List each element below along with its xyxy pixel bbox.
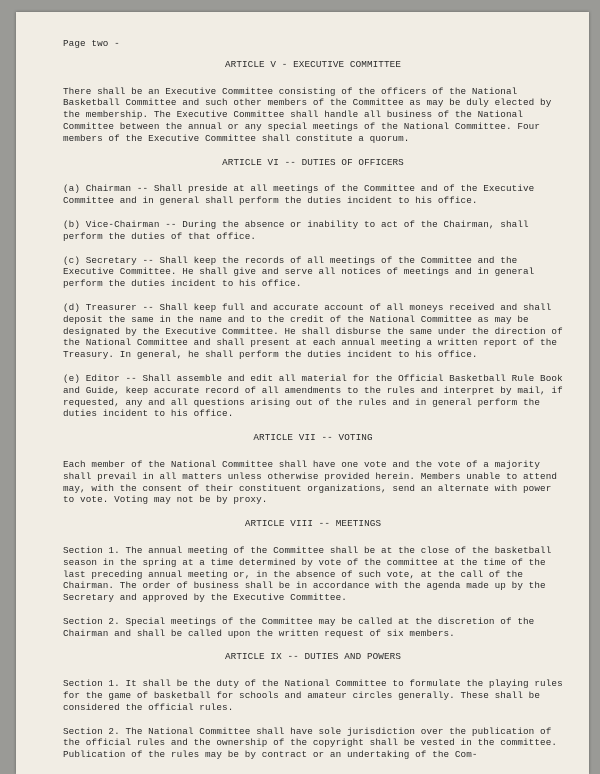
powers-section-2: Section 2. The National Committee shall have sole jurisdiction over the publication of the official rules and the ownership of the copyright shall be vested in the committee. Publication of the rules may be by contract or an undertaking of the Com-	[63, 725, 558, 761]
duty-vice-chairman: (b) Vice-Chairman -- During the absence or inability to act of the Chairman, shall perform the duties of that office.	[63, 218, 529, 242]
duty-treasurer: (d) Treasurer -- Shall keep full and accurate account of all moneys received and shall deposit the same in the name and to the credit of the National Committee as may be designated by the Executive Committee. He shall disburse the same under the direction of the National Committee and shall present at each annual meeting a written report of the Treasury. In general, he shall perform the duties incident to his office.	[63, 301, 563, 361]
meetings-section-1: Section 1. The annual meeting of the Committee shall be at the close of the basketball season in the spring at a time determined by vote of the committee at the time of the last preceding annual meeting or, in the absence of such vote, at the call of the Chairman. The order of business shall be in accordance with the agenda made up by the Secretary and approved by the Executive Committee.	[63, 544, 552, 604]
duty-editor: (e) Editor -- Shall assemble and edit all material for the Official Basketball Rule Book and Guide, keep accurate record of all amendments to the rules and interpret by mail, if requested, any and all questions arising out of the rules and in general perform the duties incident to his office.	[63, 372, 563, 420]
article-vi-heading: ARTICLE VI -- DUTIES OF OFFICERS	[222, 156, 404, 168]
document-page	[16, 12, 589, 774]
typed-text	[63, 38, 563, 772]
article-ix-heading: ARTICLE IX -- DUTIES AND POWERS	[224, 651, 402, 663]
article-v-body: There shall be an Executive Committee consisting of the officers of the National Basketball Committee and such other members of the Committee as may be duly elected by the membership. The Executive Committee shall handle all business of the National Committee between the annual or any special meetings of the National Committee. Four members of the Executive Committee shall constitute a quorum.	[63, 85, 552, 144]
meetings-section-2: Section 2. Special meetings of the Committee may be called at the discretion of the Chairman and shall be called upon the written request of six members.	[63, 615, 535, 639]
page-label: Page two -	[63, 38, 120, 49]
article-vii-body: Each member of the National Committee shall have one vote and the vote of a majority shall prevail in all matters unless otherwise provided herein. Members unable to attend may, with the consent of their constituent organizations, send an alternate with power to vote. Voting may not be by proxy.	[63, 458, 558, 506]
article-v-heading: ARTICLE V - EXECUTIVE COMMITTEE	[224, 58, 402, 70]
powers-section-1: Section 1. It shall be the duty of the National Committee to formulate the playing rules for the game of basketball for schools and amateur circles generally. These shall be considered the official rules.	[63, 678, 563, 713]
duty-chairman: (a) Chairman -- Shall preside at all meetings of the Committee and of the Executive Committee and in general shall perform the duties incident to his office.	[63, 183, 535, 207]
duty-secretary: (c) Secretary -- Shall keep the records of all meetings of the Committee and the Executive Committee. He shall give and serve all notices of meetings and in general perform the duties incident to his office.	[63, 254, 535, 290]
article-viii-heading: ARTICLE VIII -- MEETINGS	[244, 518, 382, 530]
article-vii-heading: ARTICLE VII -- VOTING	[253, 432, 373, 444]
